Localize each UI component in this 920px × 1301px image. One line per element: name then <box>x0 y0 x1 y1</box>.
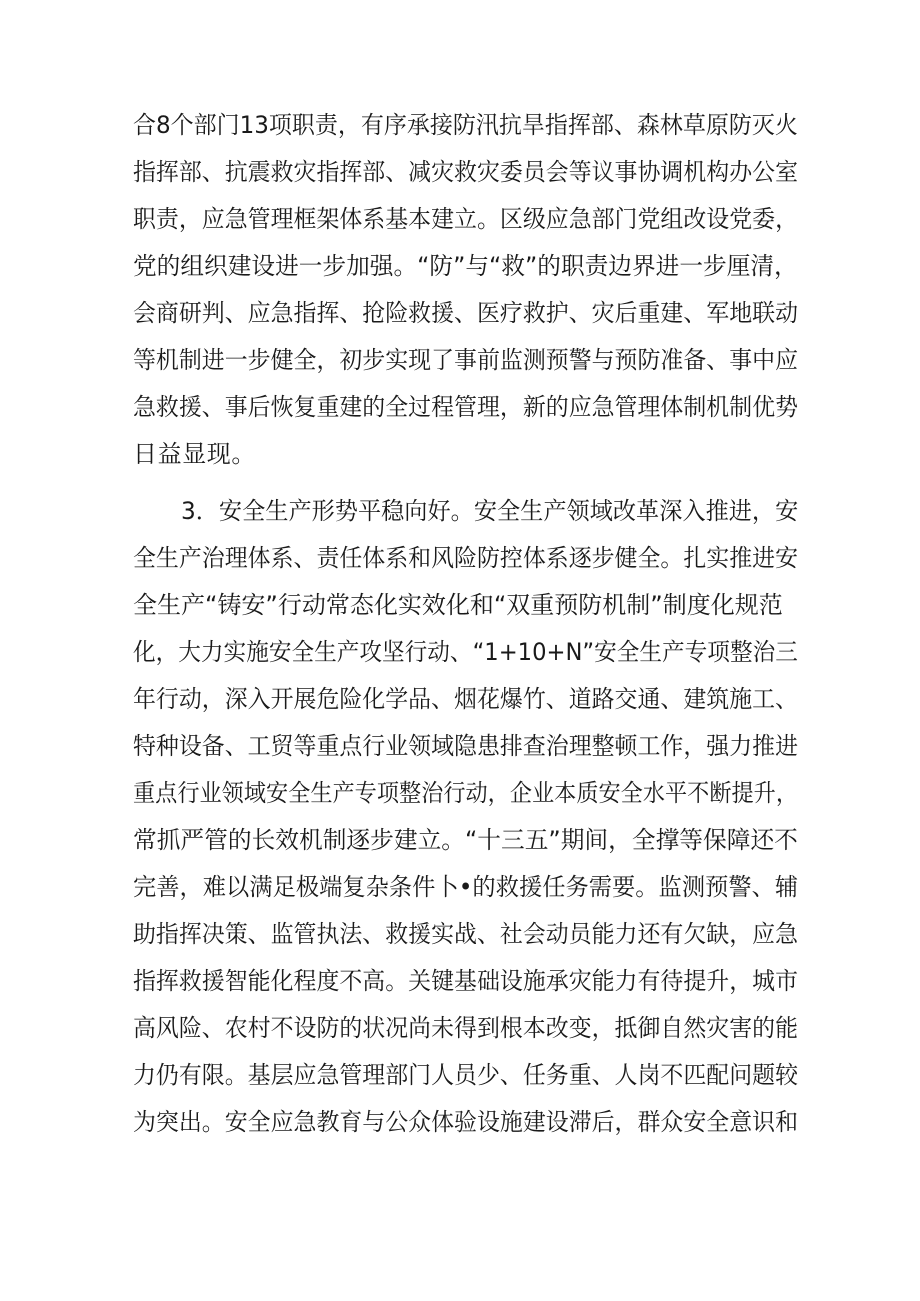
paragraph-1-line-6: 等机制进一步健全，初步实现了事前监测预警与预防准备、事中应 <box>133 346 798 374</box>
paragraph-2-line-5: 年行动，深入开展危险化学品、烟花爆竹、道路交通、建筑施工、 <box>133 685 798 713</box>
paragraph-2-line-10: 助指挥决策、监管执法、救援实战、社会动员能力还有欠缺，应急 <box>133 920 798 948</box>
paragraph-1-line-1: 合8个部门13项职责，有序承接防汛抗旱指挥部、森林草原防灭火 <box>133 111 798 139</box>
paragraph-2-line-1: 3．安全生产形势平稳向好。安全生产领域改革深入推进，安 <box>181 497 799 525</box>
paragraph-2-line-2: 全生产治理体系、责任体系和风险防控体系逐步健全。扎实推进安 <box>133 544 798 572</box>
paragraph-1-line-8: 日益显现。 <box>133 440 256 468</box>
paragraph-2-line-9: 完善，难以满足极端复杂条件卜•的救援任务需要。监测预警、辅 <box>133 873 799 901</box>
paragraph-1-line-3: 职责，应急管理框架体系基本建立。区级应急部门党组改设党委， <box>133 205 798 233</box>
paragraph-2-line-6: 特种设备、工贸等重点行业领域隐患排查治理整顿工作，强力推进 <box>133 732 798 760</box>
paragraph-1-line-5: 会商研判、应急指挥、抢险救援、医疗救护、灾后重建、军地联动 <box>133 299 798 327</box>
paragraph-2-line-14: 为突出。安全应急教育与公众体验设施建设滞后，群众安全意识和 <box>133 1108 798 1136</box>
paragraph-2-line-3: 全生产“铸安”行动常态化实效化和“双重预防机制”制度化规范 <box>133 591 783 619</box>
paragraph-2-line-13: 力仍有限。基层应急管理部门人员少、任务重、人岗不匹配问题较 <box>133 1061 798 1089</box>
paragraph-1-line-4: 党的组织建设进一步加强。“防”与“救”的职责边界进一步厘清， <box>133 252 798 280</box>
paragraph-1-line-2: 指挥部、抗震救灾指挥部、减灾救灾委员会等议事协调机构办公室 <box>133 158 798 186</box>
paragraph-2-line-12: 高风险、农村不设防的状况尚未得到根本改变，抵御自然灾害的能 <box>133 1014 798 1042</box>
paragraph-2-line-11: 指挥救援智能化程度不高。关键基础设施承灾能力有待提升，城市 <box>133 967 798 995</box>
paragraph-2-line-7: 重点行业领域安全生产专项整治行动，企业本质安全水平不断提升， <box>133 779 798 807</box>
paragraph-1-line-7: 急救援、事后恢复重建的全过程管理，新的应急管理体制机制优势 <box>133 393 798 421</box>
paragraph-2-line-4: 化，大力实施安全生产攻坚行动、“1+10+N”安全生产专项整治三 <box>133 638 798 666</box>
paragraph-2-line-8: 常抓严管的长效机制逐步建立。“十三五”期间，全撑等保障还不 <box>133 826 798 854</box>
